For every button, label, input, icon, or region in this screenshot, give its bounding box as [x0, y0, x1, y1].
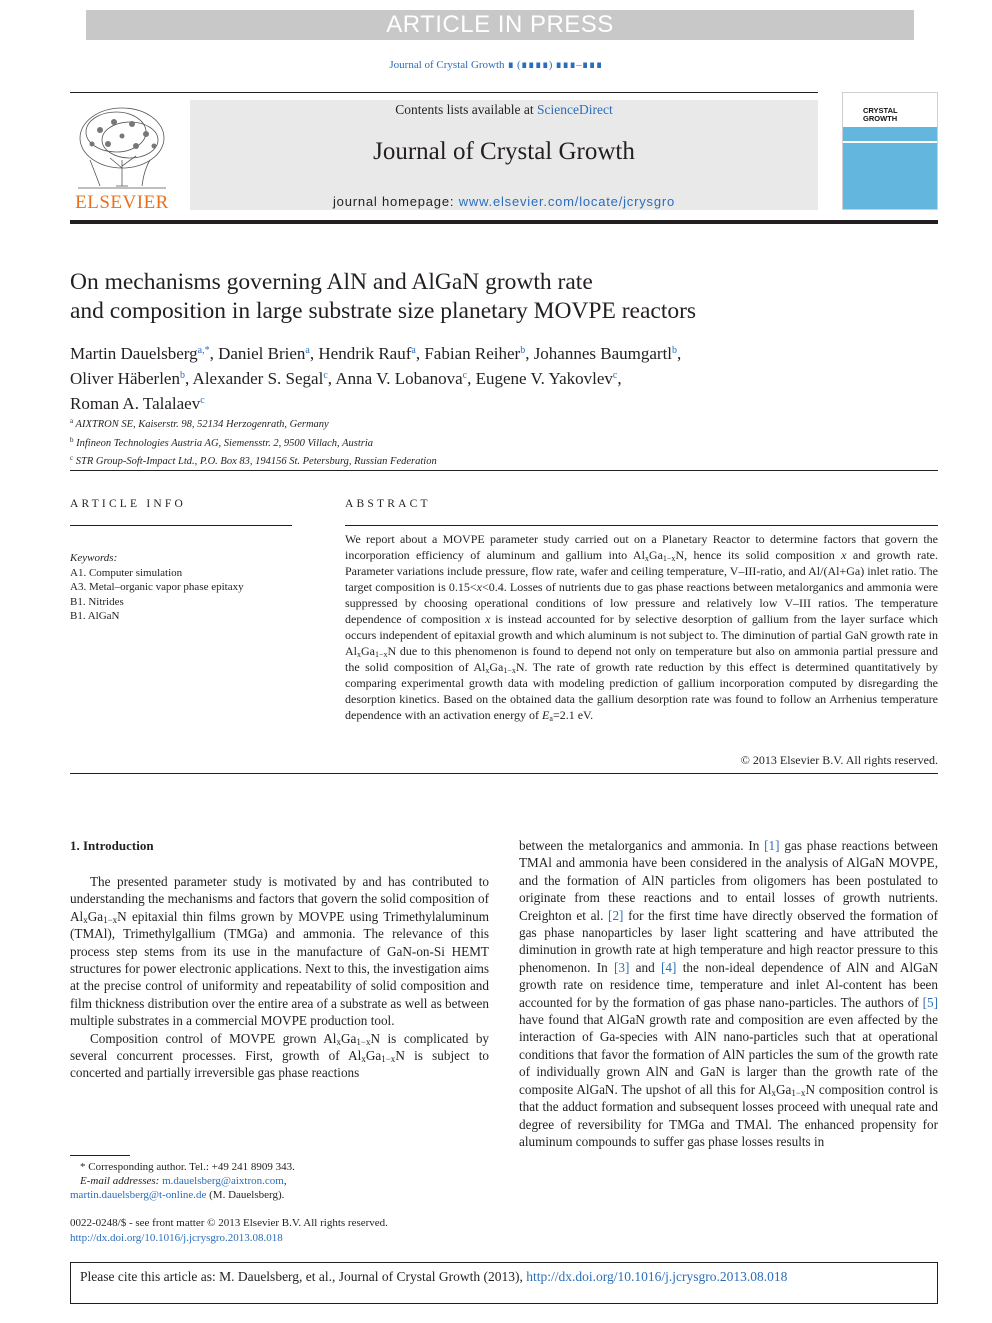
author-sep: ,	[677, 344, 682, 363]
author-affil-mark[interactable]: a	[305, 345, 310, 356]
author: Hendrik Rauf	[318, 344, 412, 363]
affiliation-text: Infineon Technologies Austria AG, Siemensstr. 2, 9500 Villach, Austria	[76, 437, 374, 449]
author-sep: ,	[467, 369, 476, 388]
masthead-top-rule	[70, 92, 818, 93]
author-sep: ,	[525, 344, 534, 363]
keywords-label: Keywords:	[70, 552, 118, 564]
journal-title: Journal of Crystal Growth	[373, 138, 635, 165]
affiliation	[70, 414, 930, 433]
section-heading-introduction: 1. Introduction	[70, 838, 154, 853]
reference-link[interactable]: [5]	[922, 994, 938, 1010]
cite-prefix: Please cite this article as: M. Dauelsberg, et al., Journal of Crystal Growth (2013),	[80, 1269, 527, 1284]
author-affil-mark[interactable]: c	[462, 370, 468, 381]
affiliation-text: AIXTRON SE, Kaiserstr. 98, 52134 Herzogenrath, Germany	[75, 419, 329, 430]
issn-block	[70, 1216, 489, 1245]
author: Fabian Reiher	[424, 344, 521, 363]
body-column-left	[70, 873, 489, 1082]
article-info-heading: ARTICLE INFO	[70, 498, 186, 510]
author: Alexander S. Segal	[192, 369, 324, 388]
author: Johannes Baumgartl	[533, 344, 673, 363]
journal-cover-thumbnail	[842, 92, 938, 210]
affiliation-mark: a	[70, 417, 74, 425]
abstract-rule	[345, 525, 938, 526]
corresponding-author-footnote	[70, 1160, 489, 1202]
author-sep: ,	[309, 344, 319, 363]
affiliation	[70, 433, 930, 452]
reference-link[interactable]: [4]	[661, 959, 677, 975]
homepage-prefix: journal homepage:	[332, 194, 459, 209]
author-affil-mark[interactable]: c	[200, 395, 205, 406]
please-cite-box	[70, 1262, 938, 1304]
reference-link[interactable]: [1]	[764, 838, 780, 853]
cover-title-line2: GROWTH	[863, 114, 898, 123]
cover-blue-field	[843, 127, 937, 209]
author-affil-mark[interactable]: b	[520, 345, 526, 356]
keyword: B1. Nitrides	[70, 595, 124, 608]
paragraph: between the metalorganics and ammonia. In [1] gas phase reactions between TMAl and ammonia have been considered in the analysis of AlGaN MOVPE, and the formation of AlN particles from oligomers has been postulated to originate from these reactions and to entail losses of growth nutrients. Creighton et al. [2] for the first time have directly observed the formation of gas phase nanoparticles by laser light scattering and have attributed the diminution in growth rate at high temperature and high reactor pressure to this phenomenon. In [3] and [4] the non-ideal dependence of AlN and AlGaN growth rate on residence time, temperature and inlet Al-content has been accounted for by the formation of gas phase nano-particles. The authors of [5] have found that AlGaN growth rate and composition are even affected by the interaction of Ga-species with AlN nano-particles such that at operational conditions that favor the formation of AlN particles the sum of the growth rate of individually grown AlN and GaN is larger than the growth rate of the composite AlGaN. The upshot of all this for $Al_xGa_{1-x}N$ composition control is that the adduct formation and subsequent losses proceed with unequal rate and degree of reversibility for TMGa and TMAl. The enhanced propensity for aluminum compounds to suffer gas phase losses results in	[519, 838, 939, 1149]
header-divider	[70, 470, 938, 471]
journal-citation-line[interactable]: Journal of Crystal Growth ∎ (∎∎∎∎) ∎∎∎–∎∎∎	[389, 59, 603, 71]
author-sep: ,	[415, 344, 425, 363]
email-label: E-mail addresses:	[80, 1175, 163, 1187]
title-line1: On mechanisms governing AlN and AlGaN growth rate	[70, 269, 593, 295]
article-info-rule	[70, 525, 292, 526]
paragraph: Composition control of MOVPE grown $Al_xGa_{1-x}N$ is complicated by several concurrent processes. First, growth of $Al_xGa_{1-x}N$ is subject to concerted and partially irreversible gas phase reactions	[70, 1030, 490, 1081]
author: Roman A. Talalaev	[70, 394, 201, 413]
affiliation-list	[70, 414, 930, 470]
reference-link[interactable]: [3]	[614, 959, 630, 975]
author-sep: ,	[327, 369, 336, 388]
affiliation-mark: b	[70, 435, 74, 444]
keyword: B1. AlGaN	[70, 610, 120, 622]
email-line: E-mail addresses: m.dauelsberg@aixtron.com,	[80, 1175, 287, 1187]
author-affil-mark[interactable]: c	[612, 370, 618, 381]
contents-available	[190, 102, 818, 118]
title-line2: and composition in large substrate size planetary MOVPE reactors	[70, 298, 697, 324]
doi-link[interactable]: http://dx.doi.org/10.1016/j.jcrysgro.2013.08.018	[70, 1231, 283, 1244]
author: Eugene V. Yakovlev	[475, 369, 613, 388]
abstract-copyright: © 2013 Elsevier B.V. All rights reserved.	[740, 753, 938, 767]
corresponding-author: * Corresponding author. Tel.: +49 241 8909 343.	[80, 1161, 295, 1173]
affiliation-mark: c	[70, 454, 74, 462]
email-link[interactable]: m.dauelsberg@aixtron.com	[162, 1175, 284, 1187]
author-sep: ,	[184, 369, 193, 388]
author-affil-mark[interactable]: b	[179, 370, 185, 381]
abstract-text: We report about a MOVPE parameter study carried out on a Planetary Reactor to determine factors that govern the incorporation efficiency of aluminum and gallium into $Al_xGa_{1-x}N$, hence its solid composition x and growth rate. Parameter variations include pressure, flow rate, wafer and ceiling temperature, V–III-ratio, and Al/(Al+Ga) inlet ratio. The target composition is 0.15<x<0.4. Losses of nutrients due to gas phase reactions between metalorganics and ammonia were suppressed by choosing operational conditions of low pressure and relatively low V–III ratios. The temperature dependence of composition x is instead accounted for by selective desorption of gallium from the layer surface which occurs independent of epitaxial growth and which aluminum is not subject to. The diminution of partial GaN growth rate in $Al_xGa_{1-x}N$ due to this phenomenon is found to depend not only on temperature but also on ammonia partial pressure and the solid composition of $Al_xGa_{1-x}N$. The rate of growth rate reduction by this effect is determined quantitatively by comparing experimental growth data with modeling prediction of gallium incorporation computed by disregarding the desorption kinetics. Based on the obtained data the gallium desorption rate was found to follow an Arrhenius temperature dependence with an activation energy of $E_a=2.1$ eV.	[345, 532, 939, 723]
affiliation	[70, 451, 930, 470]
sciencedirect-link[interactable]: ScienceDirect	[537, 102, 613, 117]
author: Anna V. Lobanova	[335, 369, 463, 388]
keyword: A1. Computer simulation	[70, 566, 183, 579]
abstract-end-rule	[70, 773, 938, 774]
footnote-rule	[70, 1155, 130, 1156]
author-sep: ,	[617, 369, 622, 388]
affiliation-text: STR Group-Soft-Impact Ltd., P.O. Box 83, 194156 St. Petersburg, Russian Federation	[75, 456, 437, 467]
masthead-bottom-rule	[70, 220, 938, 224]
author-sep: ,	[209, 344, 219, 363]
elsevier-wordmark: ELSEVIER	[75, 192, 169, 213]
cover-title-line1: CRYSTAL	[863, 106, 898, 115]
author-list	[70, 340, 930, 415]
contents-prefix: Contents lists available at	[395, 102, 537, 117]
issn-line: 0022-0248/$ - see front matter © 2013 Elsevier B.V. All rights reserved.	[70, 1217, 388, 1229]
author-affil-mark[interactable]: a,*	[197, 345, 210, 356]
author-affil-mark[interactable]: a	[411, 345, 416, 356]
article-in-press-banner: ARTICLE IN PRESS	[86, 10, 914, 40]
article-title	[70, 268, 930, 326]
author: Martin Dauelsberg	[70, 344, 198, 363]
keyword: A3. Metal–organic vapor phase epitaxy	[70, 581, 244, 593]
cover-white-line	[843, 141, 937, 143]
keywords-block	[70, 551, 292, 624]
reference-link[interactable]: [2]	[608, 907, 624, 923]
journal-homepage	[190, 194, 818, 209]
paragraph: The presented parameter study is motivated by and has contributed to understanding the mechanisms and factors that govern the solid composition of $Al_xGa_{1-x}N$ epitaxial thin films grown by MOVPE using Trimethylaluminum (TMAl), Trimethylgallium (TMGa) and ammonia. The relevance of this process step stems from its use in the manufacture of GaN-on-Si HEMT structures for power electronic applications. Next to this, the investigation aims at the precise control of uniformity and repeatability of solid composition and film thickness distribution over the entire area of a substrate as well as between multiple substrates in a commercial MOVPE production tool.	[70, 874, 489, 1029]
abstract-heading: ABSTRACT	[345, 498, 431, 510]
author-affil-mark[interactable]: b	[672, 345, 678, 356]
cite-doi-link[interactable]: http://dx.doi.org/10.1016/j.jcrysgro.2013.08.018	[526, 1269, 788, 1284]
homepage-link[interactable]: www.elsevier.com/locate/jcrysgro	[458, 194, 676, 209]
email-link[interactable]: martin.dauelsberg@t-online.de	[70, 1189, 207, 1201]
author-affil-mark[interactable]: c	[323, 370, 328, 381]
email-owner: (M. Dauelsberg).	[206, 1189, 285, 1201]
author: Oliver Häberlen	[70, 369, 180, 388]
email-line-2	[70, 1188, 489, 1202]
body-column-right	[519, 837, 938, 1150]
cover-title	[863, 107, 898, 123]
author: Daniel Brien	[218, 344, 306, 363]
